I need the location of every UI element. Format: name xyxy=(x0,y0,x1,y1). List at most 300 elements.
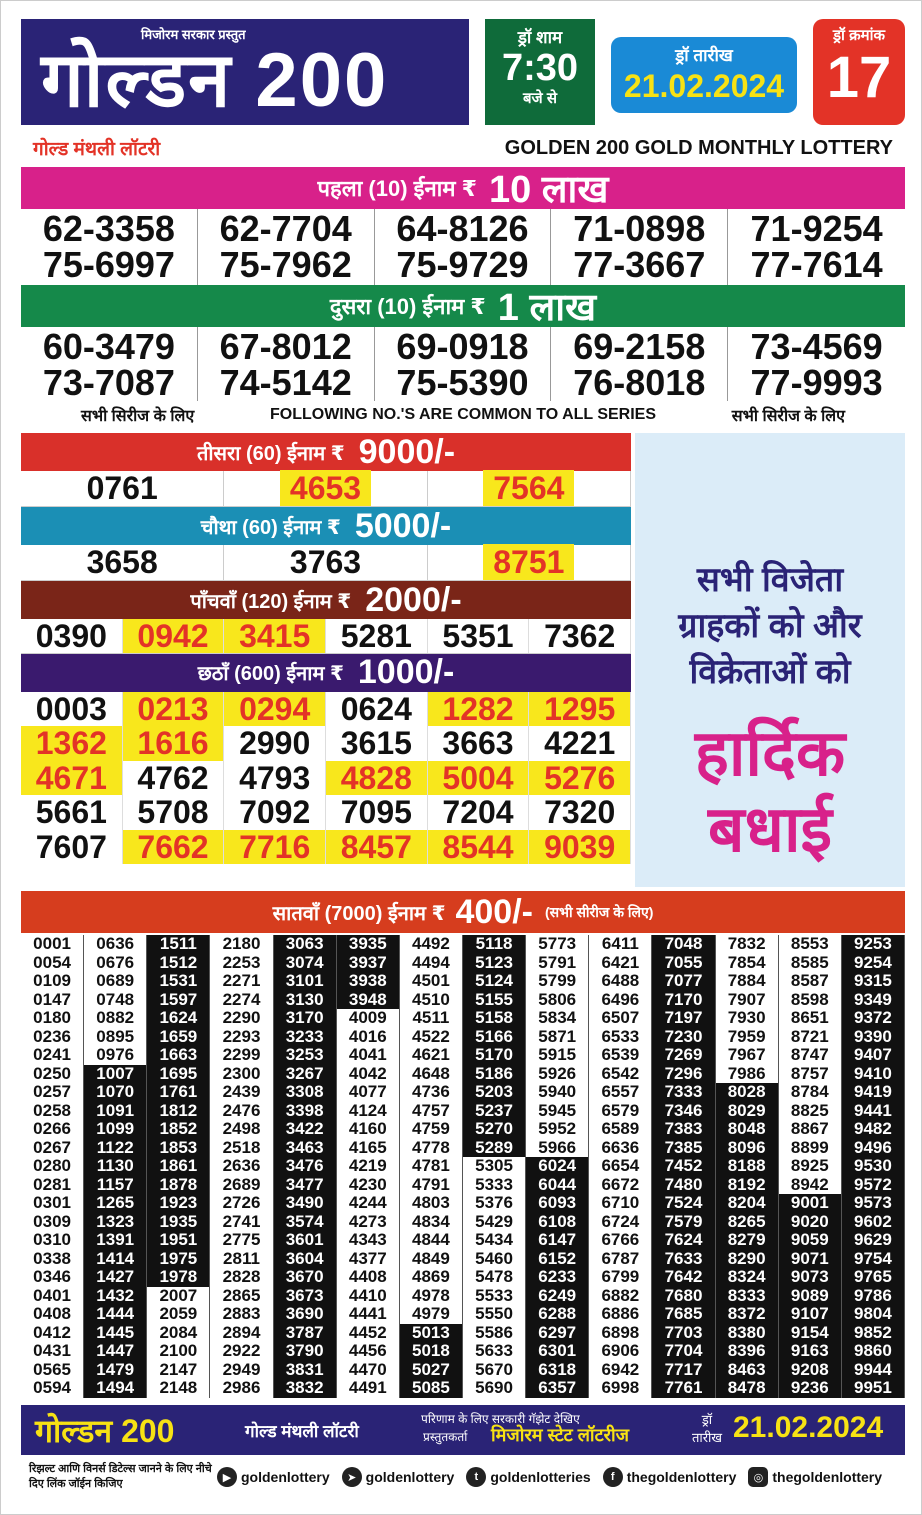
prize-number: 8279 xyxy=(716,1231,779,1250)
prize-number: 0301 xyxy=(21,1194,84,1213)
prize-number: 5013 xyxy=(400,1324,463,1343)
prize-number: 1130 xyxy=(84,1157,147,1176)
prize-number: 9419 xyxy=(842,1083,905,1102)
prize-number: 6766 xyxy=(589,1231,652,1250)
prize-number: 7761 xyxy=(652,1379,715,1398)
prize-number: 5533 xyxy=(463,1287,526,1306)
prize-number: 4452 xyxy=(337,1324,400,1343)
prize-number: 6724 xyxy=(589,1213,652,1232)
prize-number: 71-9254 xyxy=(750,208,883,249)
prize-number: 8029 xyxy=(716,1102,779,1121)
prize-number: 3790 xyxy=(274,1342,337,1361)
prize-number: 4492 xyxy=(400,935,463,954)
seventh-prize-column xyxy=(526,935,589,1401)
prize-number: 8324 xyxy=(716,1268,779,1287)
prize-number: 0250 xyxy=(21,1065,84,1084)
seventh-prize-column xyxy=(210,935,273,1401)
prize-number-column xyxy=(198,327,375,401)
prize-number: 3787 xyxy=(274,1324,337,1343)
prize-number: 2290 xyxy=(210,1009,273,1028)
prize-number: 7680 xyxy=(652,1287,715,1306)
prize-number: 1391 xyxy=(84,1231,147,1250)
prize-number: 76-8018 xyxy=(573,362,706,403)
prize-number: 5945 xyxy=(526,1102,589,1121)
common-note-right: सभी सिरीज के लिए xyxy=(731,408,845,425)
prize-number: 6882 xyxy=(589,1287,652,1306)
prize-number: 0976 xyxy=(84,1046,147,1065)
prize-number: 6233 xyxy=(526,1268,589,1287)
prize-number: 0310 xyxy=(21,1231,84,1250)
prize-number: 6152 xyxy=(526,1250,589,1269)
prize-number: 3690 xyxy=(274,1305,337,1324)
prize-number: 2084 xyxy=(147,1324,210,1343)
seventh-prize-column xyxy=(842,935,905,1401)
first-prize-label: पहला (10) ईनाम ₹ xyxy=(317,176,477,201)
footer-subtitle: गोल्ड मंथली लॉटरी xyxy=(245,1422,359,1441)
prize-number: 7095 xyxy=(326,795,428,830)
prize-number: 62-7704 xyxy=(219,208,352,249)
prize-number-highlighted: 8457 xyxy=(326,830,428,865)
prize-number: 3832 xyxy=(274,1379,337,1398)
prize-number-highlighted: 7716 xyxy=(224,830,326,865)
fifth-prize-label: पाँचवाँ (120) ईनाम ₹ xyxy=(190,590,352,613)
prize-number: 7959 xyxy=(716,1028,779,1047)
fourth-prize-amount: 5000/- xyxy=(354,506,452,545)
prize-number-highlighted: 5004 xyxy=(428,761,530,796)
prize-number: 8463 xyxy=(716,1361,779,1380)
presenter-label: प्रस्तुतकर्ता xyxy=(423,1430,468,1444)
prize-number: 7703 xyxy=(652,1324,715,1343)
prize-number: 6411 xyxy=(589,935,652,954)
prize-number: 0431 xyxy=(21,1342,84,1361)
draw-number-box xyxy=(813,19,905,125)
prize-number: 4979 xyxy=(400,1305,463,1324)
prize-number: 75-9729 xyxy=(396,244,529,285)
prize-number: 8598 xyxy=(779,991,842,1010)
prize-number: 5123 xyxy=(463,954,526,973)
prize-number: 9573 xyxy=(842,1194,905,1213)
prize-number: 2518 xyxy=(210,1139,273,1158)
prize-number-column xyxy=(21,327,198,401)
title-box xyxy=(21,19,469,125)
first-prize-numbers xyxy=(21,209,905,285)
prize-number: 0266 xyxy=(21,1120,84,1139)
prize-number: 7055 xyxy=(652,954,715,973)
draw-date-box xyxy=(611,37,797,113)
prize-number: 4759 xyxy=(400,1120,463,1139)
prize-number: 1878 xyxy=(147,1176,210,1195)
prize-number: 4441 xyxy=(337,1305,400,1324)
prize-number: 4408 xyxy=(337,1268,400,1287)
prize-number-highlighted: 5276 xyxy=(529,761,631,796)
prize-number: 5155 xyxy=(463,991,526,1010)
fifth-prize-banner xyxy=(21,581,631,619)
prize-number: 1157 xyxy=(84,1176,147,1195)
prize-number-highlighted: 0942 xyxy=(123,619,225,653)
prize-number: 5690 xyxy=(463,1379,526,1398)
prize-number: 0401 xyxy=(21,1287,84,1306)
prize-number: 9754 xyxy=(842,1250,905,1269)
prize-number: 7704 xyxy=(652,1342,715,1361)
prize-number: 7362 xyxy=(529,619,631,653)
prize-number: 5166 xyxy=(463,1028,526,1047)
prize-number: 3170 xyxy=(274,1009,337,1028)
prize-number: 7092 xyxy=(224,795,326,830)
prize-number: 7269 xyxy=(652,1046,715,1065)
prize-number: 4844 xyxy=(400,1231,463,1250)
prize-number: 3604 xyxy=(274,1250,337,1269)
prize-number: 0390 xyxy=(21,619,123,653)
prize-number: 0003 xyxy=(21,692,123,727)
prize-number: 3658 xyxy=(21,545,224,580)
prize-number: 6942 xyxy=(589,1361,652,1380)
prize-number: 2865 xyxy=(210,1287,273,1306)
prize-number: 5027 xyxy=(400,1361,463,1380)
prize-number: 9059 xyxy=(779,1231,842,1250)
prize-number: 3422 xyxy=(274,1120,337,1139)
prize-number: 7633 xyxy=(652,1250,715,1269)
social-link-telegram[interactable]: ➤ goldenlottery xyxy=(342,1467,455,1487)
sixth-prize-amount: 1000/- xyxy=(357,653,455,691)
prize-number: 5586 xyxy=(463,1324,526,1343)
prize-number-column xyxy=(21,209,198,285)
prize-number: 5460 xyxy=(463,1250,526,1269)
prize-number: 2439 xyxy=(210,1083,273,1102)
prize-number: 2689 xyxy=(210,1176,273,1195)
prize-number: 77-7614 xyxy=(750,244,883,285)
prize-number: 1007 xyxy=(84,1065,147,1084)
prize-number: 2147 xyxy=(147,1361,210,1380)
prize-number: 7986 xyxy=(716,1065,779,1084)
prize-number-column xyxy=(375,327,552,401)
prize-number: 9410 xyxy=(842,1065,905,1084)
prize-number-highlighted: 4671 xyxy=(21,761,123,796)
prize-number: 8757 xyxy=(779,1065,842,1084)
telegram-icon: ➤ xyxy=(342,1467,362,1487)
prize-number-highlighted: 3415 xyxy=(224,619,326,653)
prize-number: 1975 xyxy=(147,1250,210,1269)
prize-number: 7170 xyxy=(652,991,715,1010)
prize-number: 0408 xyxy=(21,1305,84,1324)
prize-number: 3937 xyxy=(337,954,400,973)
prize-number: 3267 xyxy=(274,1065,337,1084)
prize-number: 7197 xyxy=(652,1009,715,1028)
prize-number: 5791 xyxy=(526,954,589,973)
prize-number-column xyxy=(375,209,552,285)
prize-number: 3130 xyxy=(274,991,337,1010)
prize-number: 5478 xyxy=(463,1268,526,1287)
social-link-twitter[interactable]: t goldenlotteries xyxy=(466,1467,590,1487)
prize-number-column xyxy=(728,209,905,285)
fourth-prize-banner xyxy=(21,507,631,545)
prize-number: 7230 xyxy=(652,1028,715,1047)
seventh-prize-column xyxy=(716,935,779,1401)
prize-number: 2636 xyxy=(210,1157,273,1176)
seventh-prize-column xyxy=(84,935,147,1401)
prize-number: 9804 xyxy=(842,1305,905,1324)
prize-number: 4377 xyxy=(337,1250,400,1269)
prize-number: 3398 xyxy=(274,1102,337,1121)
prize-number: 1861 xyxy=(147,1157,210,1176)
prize-number: 2100 xyxy=(147,1342,210,1361)
common-series-note xyxy=(21,401,905,429)
prize-number: 7320 xyxy=(529,795,631,830)
prize-number: 67-8012 xyxy=(219,326,352,367)
prize-number: 4470 xyxy=(337,1361,400,1380)
prize-number: 3673 xyxy=(274,1287,337,1306)
prize-number: 4221 xyxy=(529,726,631,761)
presenter-name: मिजोरम स्टेट लॉटरीज xyxy=(491,1425,630,1445)
prize-number: 0346 xyxy=(21,1268,84,1287)
prize-number: 7624 xyxy=(652,1231,715,1250)
prize-number: 7854 xyxy=(716,954,779,973)
seventh-prize-label: सातवाँ (7000) ईनाम ₹ xyxy=(272,902,446,925)
prize-number: 8784 xyxy=(779,1083,842,1102)
prize-number: 9530 xyxy=(842,1157,905,1176)
prize-number-highlighted: 1616 xyxy=(123,726,225,761)
prize-number: 5351 xyxy=(428,619,530,653)
prize-number-column xyxy=(198,209,375,285)
social-links xyxy=(21,1457,905,1497)
prize-number: 9629 xyxy=(842,1231,905,1250)
prize-number: 0257 xyxy=(21,1083,84,1102)
prize-number: 6542 xyxy=(589,1065,652,1084)
prize-number: 7452 xyxy=(652,1157,715,1176)
prize-number: 6998 xyxy=(589,1379,652,1398)
sixth-prize-row xyxy=(21,692,631,727)
prize-number: 7717 xyxy=(652,1361,715,1380)
prize-number: 75-5390 xyxy=(396,362,529,403)
prize-number: 7296 xyxy=(652,1065,715,1084)
twitter-icon: t xyxy=(466,1467,486,1487)
prize-number-highlighted: 1362 xyxy=(21,726,123,761)
fourth-prize-label: चौथा (60) ईनाम ₹ xyxy=(200,516,341,539)
prize-number: 4834 xyxy=(400,1213,463,1232)
prize-number-highlighted: 7564 xyxy=(428,471,631,506)
third-prize-numbers xyxy=(21,471,631,507)
prize-number: 3233 xyxy=(274,1028,337,1047)
prize-number: 1935 xyxy=(147,1213,210,1232)
prize-number: 4762 xyxy=(123,761,225,796)
prize-number: 0624 xyxy=(326,692,428,727)
prize-number: 6672 xyxy=(589,1176,652,1195)
prize-number: 3670 xyxy=(274,1268,337,1287)
draw-number-label: ड्रॉ क्रमांक xyxy=(833,27,885,44)
footer-date: 21.02.2024 xyxy=(733,1411,884,1444)
prize-number: 1659 xyxy=(147,1028,210,1047)
prize-number: 5170 xyxy=(463,1046,526,1065)
prize-number: 3663 xyxy=(428,726,530,761)
footer-title: गोल्डन 200 xyxy=(35,1413,175,1449)
seventh-prize-column xyxy=(21,935,84,1401)
prize-number: 6249 xyxy=(526,1287,589,1306)
prize-number: 75-6997 xyxy=(42,244,175,285)
prize-number: 3490 xyxy=(274,1194,337,1213)
prize-number: 2059 xyxy=(147,1305,210,1324)
prize-number: 5773 xyxy=(526,935,589,954)
prize-number: 4494 xyxy=(400,954,463,973)
prize-number-column xyxy=(551,209,728,285)
prize-number: 9236 xyxy=(779,1379,842,1398)
prize-number: 2894 xyxy=(210,1324,273,1343)
prize-number: 6507 xyxy=(589,1009,652,1028)
prize-number: 4165 xyxy=(337,1139,400,1158)
prize-number: 0748 xyxy=(84,991,147,1010)
common-note-left: सभी सिरीज के लिए xyxy=(81,408,195,425)
prize-number: 1091 xyxy=(84,1102,147,1121)
prize-number: 0109 xyxy=(21,972,84,991)
prize-number: 0054 xyxy=(21,954,84,973)
prize-number: 1432 xyxy=(84,1287,147,1306)
prize-number: 4781 xyxy=(400,1157,463,1176)
prize-number: 2990 xyxy=(224,726,326,761)
prize-number: 7930 xyxy=(716,1009,779,1028)
prize-number: 4456 xyxy=(337,1342,400,1361)
congratulations-panel xyxy=(635,433,905,887)
prize-number: 2299 xyxy=(210,1046,273,1065)
prize-number: 7907 xyxy=(716,991,779,1010)
prize-number: 2300 xyxy=(210,1065,273,1084)
prize-number: 8204 xyxy=(716,1194,779,1213)
prize-number: 1427 xyxy=(84,1268,147,1287)
prize-number-highlighted: 4653 xyxy=(224,471,427,506)
seventh-prize-column xyxy=(463,935,526,1401)
prize-number: 1414 xyxy=(84,1250,147,1269)
prize-number: 4791 xyxy=(400,1176,463,1195)
prize-number: 2811 xyxy=(210,1250,273,1269)
prize-number: 69-2158 xyxy=(573,326,706,367)
prize-number: 0309 xyxy=(21,1213,84,1232)
prize-number: 1812 xyxy=(147,1102,210,1121)
prize-number: 7480 xyxy=(652,1176,715,1195)
prize-number: 6654 xyxy=(589,1157,652,1176)
prize-number: 8925 xyxy=(779,1157,842,1176)
congrats-line-3: विक्रेताओं को xyxy=(689,653,851,691)
prize-number: 0281 xyxy=(21,1176,84,1195)
congrats-line-4: हार्दिक xyxy=(694,717,846,789)
prize-number: 0895 xyxy=(84,1028,147,1047)
prize-number: 0412 xyxy=(21,1324,84,1343)
prize-number: 4621 xyxy=(400,1046,463,1065)
prize-number: 77-9993 xyxy=(750,362,883,403)
seventh-prize-numbers xyxy=(21,935,905,1401)
prize-number: 7346 xyxy=(652,1102,715,1121)
prize-number: 7832 xyxy=(716,935,779,954)
prize-number: 8048 xyxy=(716,1120,779,1139)
seventh-prize-banner xyxy=(21,891,905,933)
prize-number: 4978 xyxy=(400,1287,463,1306)
prize-number: 5670 xyxy=(463,1361,526,1380)
prize-number: 8290 xyxy=(716,1250,779,1269)
prize-number: 3101 xyxy=(274,972,337,991)
social-link-instagram[interactable]: ◎ thegoldenlottery xyxy=(748,1467,882,1487)
prize-number: 2741 xyxy=(210,1213,273,1232)
prize-number: 6297 xyxy=(526,1324,589,1343)
prize-number: 1445 xyxy=(84,1324,147,1343)
prize-number: 2775 xyxy=(210,1231,273,1250)
prize-number: 2253 xyxy=(210,954,273,973)
prize-number: 75-7962 xyxy=(219,244,352,285)
sixth-prize-row xyxy=(21,761,631,796)
prize-number: 2476 xyxy=(210,1102,273,1121)
prize-number: 6533 xyxy=(589,1028,652,1047)
prize-number: 9001 xyxy=(779,1194,842,1213)
prize-number: 6787 xyxy=(589,1250,652,1269)
prize-number: 9852 xyxy=(842,1324,905,1343)
prize-number-highlighted: 7662 xyxy=(123,830,225,865)
prize-number: 3601 xyxy=(274,1231,337,1250)
prize-number: 8028 xyxy=(716,1083,779,1102)
prize-number: 4124 xyxy=(337,1102,400,1121)
congrats-line-5: बधाई xyxy=(708,793,832,865)
prize-number: 1695 xyxy=(147,1065,210,1084)
prize-number: 8867 xyxy=(779,1120,842,1139)
prize-number: 7385 xyxy=(652,1139,715,1158)
prize-number: 8265 xyxy=(716,1213,779,1232)
draw-date-label: ड्रॉ तारीख xyxy=(675,46,733,65)
prize-number: 7967 xyxy=(716,1046,779,1065)
prize-number: 5085 xyxy=(400,1379,463,1398)
prize-number: 4491 xyxy=(337,1379,400,1398)
first-prize-banner xyxy=(21,167,905,209)
congrats-line-2: ग्राहकों को और xyxy=(678,607,862,645)
prize-number: 8553 xyxy=(779,935,842,954)
prize-number: 2883 xyxy=(210,1305,273,1324)
second-prize-amount: 1 लाख xyxy=(497,287,597,329)
prize-number: 1951 xyxy=(147,1231,210,1250)
prize-number: 8587 xyxy=(779,972,842,991)
draw-time: 7:30 xyxy=(501,47,579,89)
prize-number: 4869 xyxy=(400,1268,463,1287)
prize-number: 0241 xyxy=(21,1046,84,1065)
social-link-facebook[interactable]: f thegoldenlottery xyxy=(603,1467,737,1487)
social-link-youtube[interactable]: ▶ goldenlottery xyxy=(217,1467,330,1487)
prize-number: 1070 xyxy=(84,1083,147,1102)
prize-number: 5203 xyxy=(463,1083,526,1102)
prize-number-highlighted: 8544 xyxy=(428,830,530,865)
presented-by: मिजोरम सरकार प्रस्तुत xyxy=(141,27,246,42)
prize-number: 5186 xyxy=(463,1065,526,1084)
second-prize-numbers xyxy=(21,327,905,401)
prize-number: 6108 xyxy=(526,1213,589,1232)
prize-number: 7333 xyxy=(652,1083,715,1102)
prize-number: 4849 xyxy=(400,1250,463,1269)
prize-number: 2986 xyxy=(210,1379,273,1398)
prize-number: 2007 xyxy=(147,1287,210,1306)
subtitle-bar xyxy=(21,131,905,165)
prize-number: 74-5142 xyxy=(219,362,352,403)
prize-number: 1099 xyxy=(84,1120,147,1139)
prize-number: 1923 xyxy=(147,1194,210,1213)
prize-number: 5281 xyxy=(326,619,428,653)
lower-prizes xyxy=(21,433,631,864)
prize-number: 1597 xyxy=(147,991,210,1010)
prize-number: 6357 xyxy=(526,1379,589,1398)
prize-number: 9315 xyxy=(842,972,905,991)
prize-number: 6288 xyxy=(526,1305,589,1324)
prize-number: 6044 xyxy=(526,1176,589,1195)
prize-number: 9951 xyxy=(842,1379,905,1398)
prize-number: 4648 xyxy=(400,1065,463,1084)
prize-number: 4510 xyxy=(400,991,463,1010)
prize-number: 0636 xyxy=(84,935,147,954)
footer-bar xyxy=(21,1405,905,1455)
prize-number: 5633 xyxy=(463,1342,526,1361)
prize-number: 4501 xyxy=(400,972,463,991)
prize-number-highlighted: 0294 xyxy=(224,692,326,727)
second-prize-banner xyxy=(21,285,905,327)
prize-number: 6421 xyxy=(589,954,652,973)
